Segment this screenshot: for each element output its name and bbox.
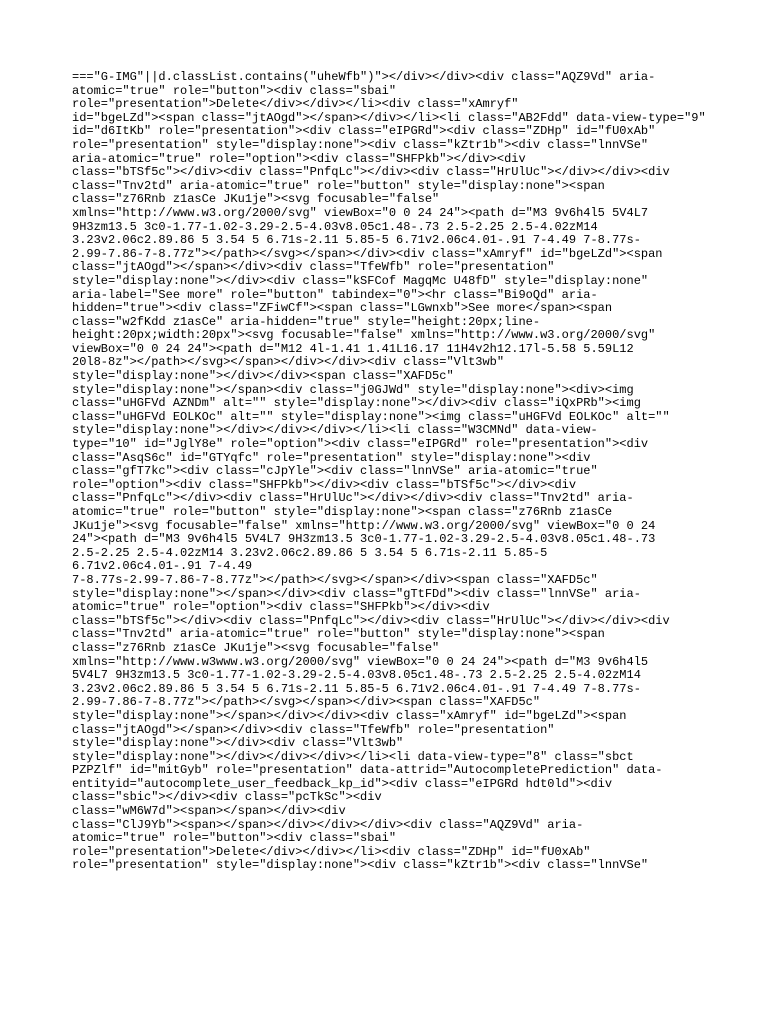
code-line: class="uHGFVd EOLKOc" alt="" style="display:none"><img class="uHGFVd EOLKOc" alt="" (72, 409, 670, 424)
code-line: 2.99-7.86-7-8.77z"></path></svg></span></div><div class="xAmryf" id="bgeLZd"><span (72, 246, 663, 261)
code-line: 2.5-2.25 2.5-4.02zM14 3.23v2.06c2.89.86 5 3.54 5 6.71s-2.11 5.85-5 (72, 545, 548, 560)
code-line: role="option"><div class="SHFPkb"></div><div class="bTSf5c"></div><div (72, 477, 577, 492)
code-line: atomic="true" role="button"><div class="sbai" (72, 831, 397, 846)
code-line: class="jtAOgd"></span></div><div class="TfeWfb" role="presentation" (72, 260, 555, 275)
code-line: style="display:none"></div></div></div></li><li class="W3CMNd" data-view- (72, 423, 598, 438)
code-line: ==="G-IMG"||d.classList.contains("uheWfb")"></div></div><div class="AQZ9Vd" aria- (72, 70, 656, 84)
code-line: 2.99-7.86-7-8.77z"></path></svg></span></div><span class="XAFD5c" (72, 695, 541, 710)
code-line: id="bgeLZd"><span class="jtAOgd"></span></div></li><li class="AB2Fdd" data-view-type="9" (72, 110, 706, 125)
code-line: style="display:none"></div><div class="kSFCof MagqMc U48fD" style="display:none" (72, 273, 649, 288)
code-line: JKu1je"><svg focusable="false" xmlns="http://www.w3.org/2000/svg" viewBox="0 0 24 (72, 518, 656, 533)
code-line: class="PnfqLc"></div><div class="HrUlUc"></div></div><div class="Tnv2td" aria- (72, 491, 634, 506)
code-line: aria-atomic="true" role="option"><div class="SHFPkb"></div><div (72, 151, 526, 166)
code-line: class="jtAOgd"></span></div><div class="TfeWfb" role="presentation" (72, 722, 555, 737)
code-line: xmlns="http://www.w3www.w3.org/2000/svg" viewBox="0 0 24 24"><path d="M3 9v6h4l5 (72, 654, 649, 669)
code-line: PZPZlf" id="mitGyb" role="presentation" data-attrid="AutocompletePrediction" data- (72, 763, 663, 778)
code-line: class="uHGFVd AZNDm" alt="" style="display:none"></div><div class="iQxPRb"><img (72, 396, 641, 411)
code-line: 5V4L7 9H3zm13.5 3c0-1.77-1.02-3.29-2.5-4.03v8.05c1.48-.73 2.5-2.25 2.5-4.02zM14 (72, 668, 641, 683)
code-line: class="z76Rnb z1asCe JKu1je"><svg focusable="false" (72, 640, 440, 655)
code-line: class="sbic"></div><div class="pcTkSc"><div (72, 790, 382, 805)
code-line: style="display:none"></span></div><div class="gTtFDd"><div class="lnnVSe" aria- (72, 586, 641, 601)
code-line: class="w2fKdd z1asCe" aria-hidden="true" style="height:20px;line- (72, 314, 541, 329)
code-line: atomic="true" role="button" style="display:none"><span class="z76Rnb z1asCe (72, 505, 613, 519)
code-line: class="Tnv2td" aria-atomic="true" role="button" style="display:none"><span (72, 627, 605, 642)
code-line: 3.23v2.06c2.89.86 5 3.54 5 6.71s-2.11 5.85-5 6.71v2.06c4.01-.91 7-4.49 7-8.77s- (72, 233, 641, 248)
code-line: role="presentation" style="display:none"><div class="kZtr1b"><div class="lnnVSe" (72, 858, 649, 873)
code-line: style="display:none"></span><div class="j0GJWd" style="display:none"><div><img (72, 382, 634, 397)
code-line: atomic="true" role="button"><div class="sbai" (72, 83, 397, 98)
code-line: 24"><path d="M3 9v6h4l5 5V4L7 9H3zm13.5 3c0-1.77-1.02-3.29-2.5-4.03v8.05c1.48-.73 (72, 532, 656, 547)
code-line: viewBox="0 0 24 24"><path d="M12 4l-1.41 1.41L16.17 11H4v2h12.17l-5.58 5.59L12 (72, 341, 634, 356)
code-line: height:20px;width:20px"><svg focusable="false" xmlns="http://www.w3.org/2000/svg" (72, 328, 656, 343)
code-line: class="wM6W7d"><span></span></div><div (72, 804, 346, 819)
code-line: style="display:none"></span></div></div><div class="xAmryf" id="bgeLZd"><span (72, 708, 627, 723)
code-line: 6.71v2.06c4.01-.91 7-4.49 (72, 559, 253, 574)
code-line: class="AsqS6c" id="GTYqfc" role="presentation" style="display:none"><div (72, 450, 591, 465)
code-line: class="z76Rnb z1asCe JKu1je"><svg focusable="false" (72, 192, 440, 207)
code-line: style="display:none"></div></div></div></li><li data-view-type="8" class="sbct (72, 749, 634, 764)
code-line: class="bTSf5c"></div><div class="PnfqLc"></div><div class="HrUlUc"></div></div><div (72, 165, 670, 180)
code-line: entityid="autocomplete_user_feedback_kp_id"><div class="eIPGRd hdt0ld"><div (72, 776, 613, 791)
code-line: type="10" id="JglY8e" role="option"><div class="eIPGRd" role="presentation"><div (72, 437, 649, 452)
code-line: 3.23v2.06c2.89.86 5 3.54 5 6.71s-2.11 5.85-5 6.71v2.06c4.01-.91 7-4.49 7-8.77s- (72, 681, 641, 696)
code-line: 7-8.77s-2.99-7.86-7-8.77z"></path></svg></span></div><span class="XAFD5c" (72, 572, 598, 587)
code-line: xmlns="http://www.w3.org/2000/svg" viewBox="0 0 24 24"><path d="M3 9v6h4l5 5V4L7 (72, 205, 649, 220)
code-line: style="display:none"></div></div><span class="XAFD5c" (72, 369, 454, 384)
code-line: role="presentation">Delete</div></div></li><div class="xAmryf" (72, 97, 519, 112)
code-line: class="gfT7kc"><div class="cJpYle"><div class="lnnVSe" aria-atomic="true" (72, 464, 598, 479)
code-line: aria-label="See more" role="button" tabindex="0"><hr class="Bi9oQd" aria- (72, 287, 598, 302)
code-line: atomic="true" role="option"><div class="SHFPkb"></div><div (72, 600, 490, 615)
code-text-block (72, 71, 712, 873)
code-line: class="ClJ9Yb"><span></span></div></div></div><div class="AQZ9Vd" aria- (72, 817, 584, 832)
code-line: id="d6ItKb" role="presentation"><div class="eIPGRd"><div class="ZDHp" id="fU0xAb" (72, 124, 656, 139)
code-line: 20l8-8z"></path></svg></span></div></div><div class="Vlt3wb" (72, 355, 505, 370)
code-line: class="bTSf5c"></div><div class="PnfqLc"></div><div class="HrUlUc"></div></div><div (72, 613, 670, 628)
code-line: 9H3zm13.5 3c0-1.77-1.02-3.29-2.5-4.03v8.05c1.48-.73 2.5-2.25 2.5-4.02zM14 (72, 219, 598, 234)
code-line: role="presentation">Delete</div></div></li><div class="ZDHp" id="fU0xAb" (72, 844, 591, 859)
code-line: class="Tnv2td" aria-atomic="true" role="button" style="display:none"><span (72, 178, 605, 193)
code-line: hidden="true"><div class="ZFiwCf"><span class="LGwnxb">See more</span><span (72, 301, 613, 316)
code-line: role="presentation" style="display:none"><div class="kZtr1b"><div class="lnnVSe" (72, 137, 649, 152)
code-line: style="display:none"></div><div class="Vlt3wb" (72, 736, 404, 751)
